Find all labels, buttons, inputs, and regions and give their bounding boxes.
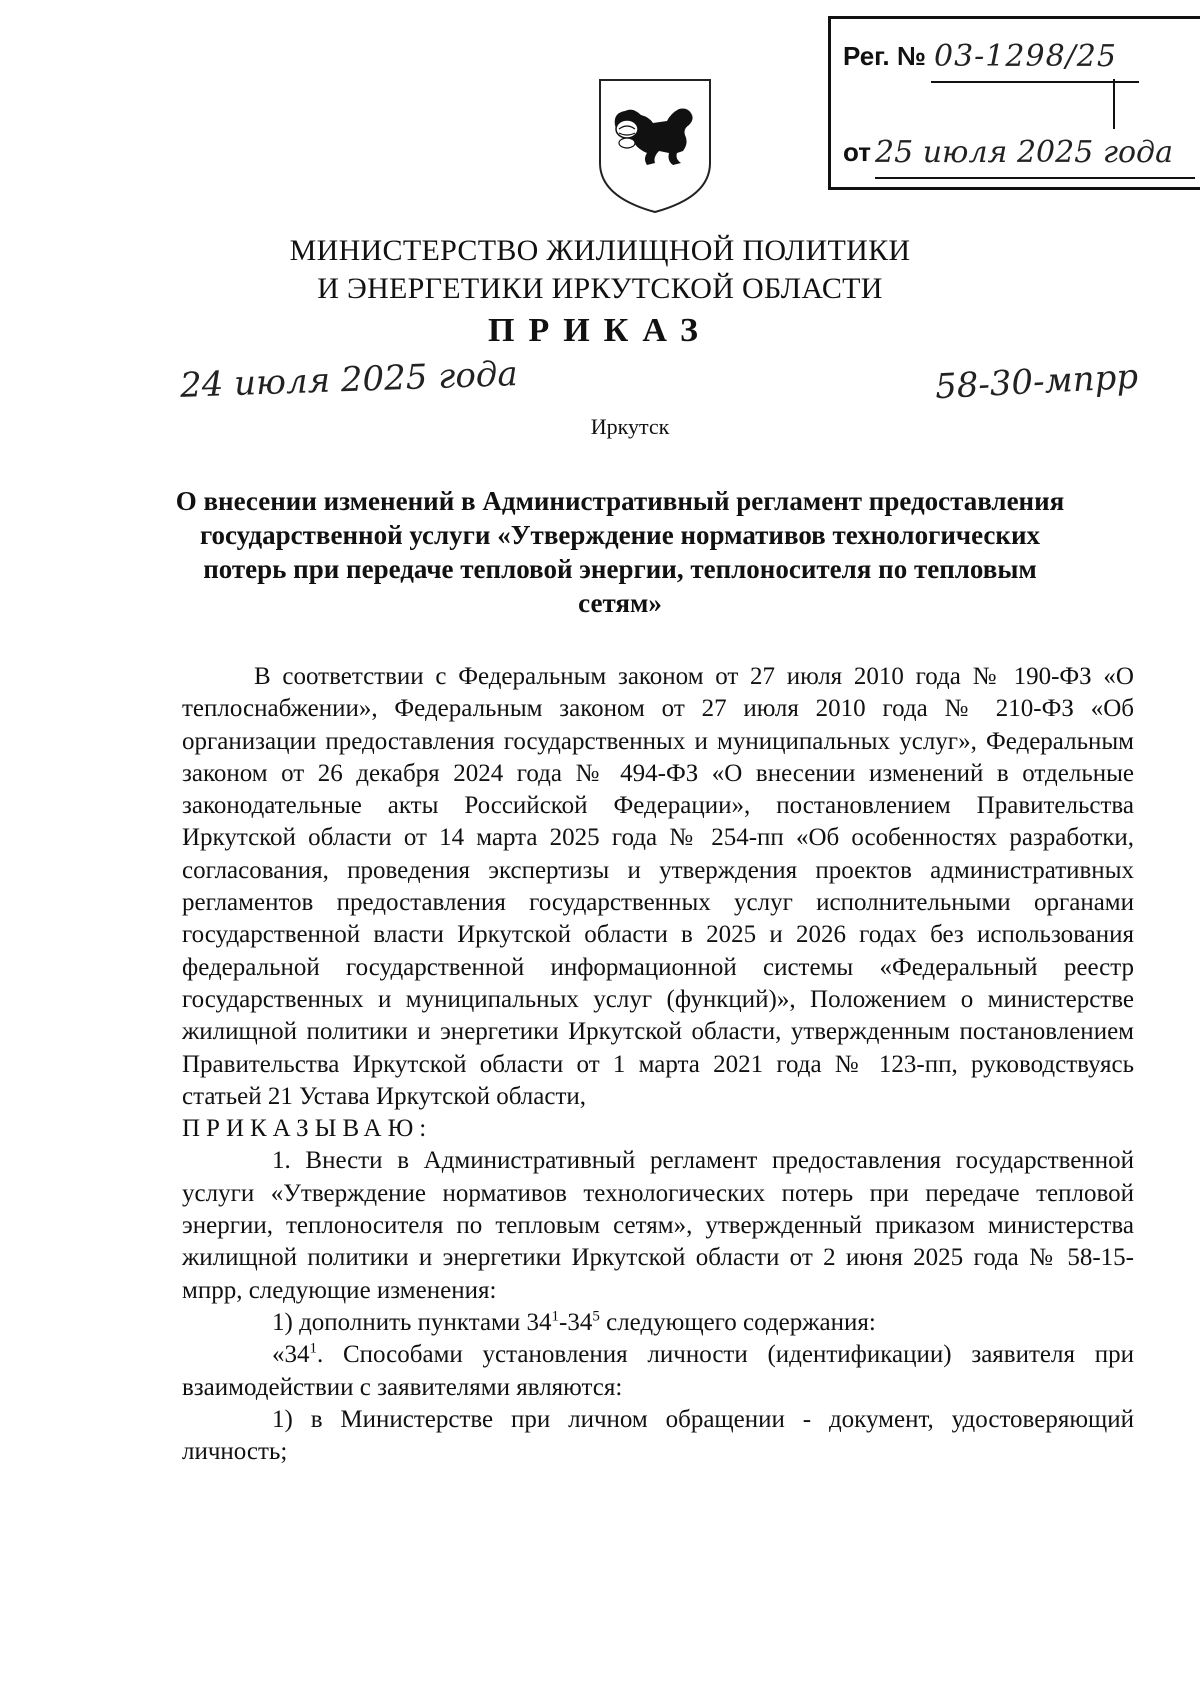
point-34-1-sup: 1 <box>309 1340 317 1357</box>
reg-label: Рег. № <box>843 41 926 71</box>
subitem-1-text-a: 1) дополнить пунктами 34 <box>272 1308 552 1336</box>
reg-stroke <box>1113 79 1115 129</box>
subitem-1-text-b: -34 <box>559 1308 593 1336</box>
reg-number-underline <box>931 81 1139 83</box>
reg-date-underline <box>875 177 1195 179</box>
order-word: ПРИКАЗЫВАЮ: <box>182 1115 433 1143</box>
point-34-1-subitem-1: 1) в Министерстве при личном обращении - документ, удостоверяющий личность; <box>182 1405 1134 1466</box>
ministry-line-1: МИНИСТЕРСТВО ЖИЛИЩНОЙ ПОЛИТИКИ <box>289 234 911 267</box>
point-34-1-paragraph <box>182 1339 1134 1404</box>
document-type: ПРИКАЗ <box>488 312 712 349</box>
subitem-1-sup-1: 1 <box>551 1308 560 1325</box>
reg-number: 03-1298/25 <box>934 39 1117 74</box>
document-title: О внесении изменений в Административный регламент предоставления государственной услуги «Утверждение нормативов технологических потерь при передаче тепловой энергии, теплоносителя по тепловым сетям» <box>175 486 1065 618</box>
subitem-1-text-c: следующего содержания: <box>599 1308 876 1336</box>
registration-stamp <box>828 16 1200 190</box>
document-date: 24 июля 2025 года <box>179 354 519 406</box>
reg-date-label: от <box>843 137 871 167</box>
subitem-1-sup-2: 5 <box>592 1308 600 1325</box>
ministry-name <box>0 232 1200 308</box>
document-number: 58-30-мпрр <box>934 356 1140 408</box>
city: Иркутск <box>590 414 670 439</box>
document-body <box>182 661 1134 1468</box>
subitem-1-paragraph <box>182 1307 1134 1339</box>
point-34-1-text-b: . Способами установления личности (идентификации) заявителя при взаимодействии с заявителями являются: <box>182 1341 1134 1401</box>
reg-date: 25 июля 2025 года <box>875 135 1173 170</box>
coat-of-arms-icon <box>597 77 713 215</box>
ministry-line-2: И ЭНЕРГЕТИКИ ИРКУТСКОЙ ОБЛАСТИ <box>317 272 883 305</box>
preamble-paragraph: В соответствии с Федеральным законом от 27 июля 2010 года № 190-ФЗ «О теплоснабжении», Федеральным законом от 27 июля 2010 года № 210-ФЗ «Об организации предоставления государственных и муниципальных услуг», Федеральным законом от 26 декабря 2024 года № 494-ФЗ «О внесении изменений в отдельные законодательные акты Российской Федерации», постановлением Правительства Иркутской области от 14 марта 2025 года № 254-пп «Об особенностях разработки, согласования, проведения экспертизы и утверждения проектов административных регламентов предоставления государственных услуг исполнительными органами государственной власти Иркутской области в 2025 и 2026 годах без использования федеральной государственной информационной системы «Федеральный реестр государственных и муниципальных услуг (функций)», Положением о министерстве жилищной политики и энергетики Иркутской области, утвержденным постановлением Правительства Иркутской области от 1 марта 2021 года № 123-пп, руководствуясь статьей 21 Устава Иркутской области, <box>182 663 1134 1110</box>
point-34-1-text-a: «34 <box>272 1341 310 1369</box>
item-1-paragraph: 1. Внести в Административный регламент предоставления государственной услуги «Утверждение нормативов технологических потерь при передаче тепловой энергии, теплоносителя по тепловым сетям», утвержденный приказом министерства жилищной политики и энергетики Иркутской области от 2 июня 2025 года № 58-15-мпрр, следующие изменения: <box>182 1147 1134 1304</box>
